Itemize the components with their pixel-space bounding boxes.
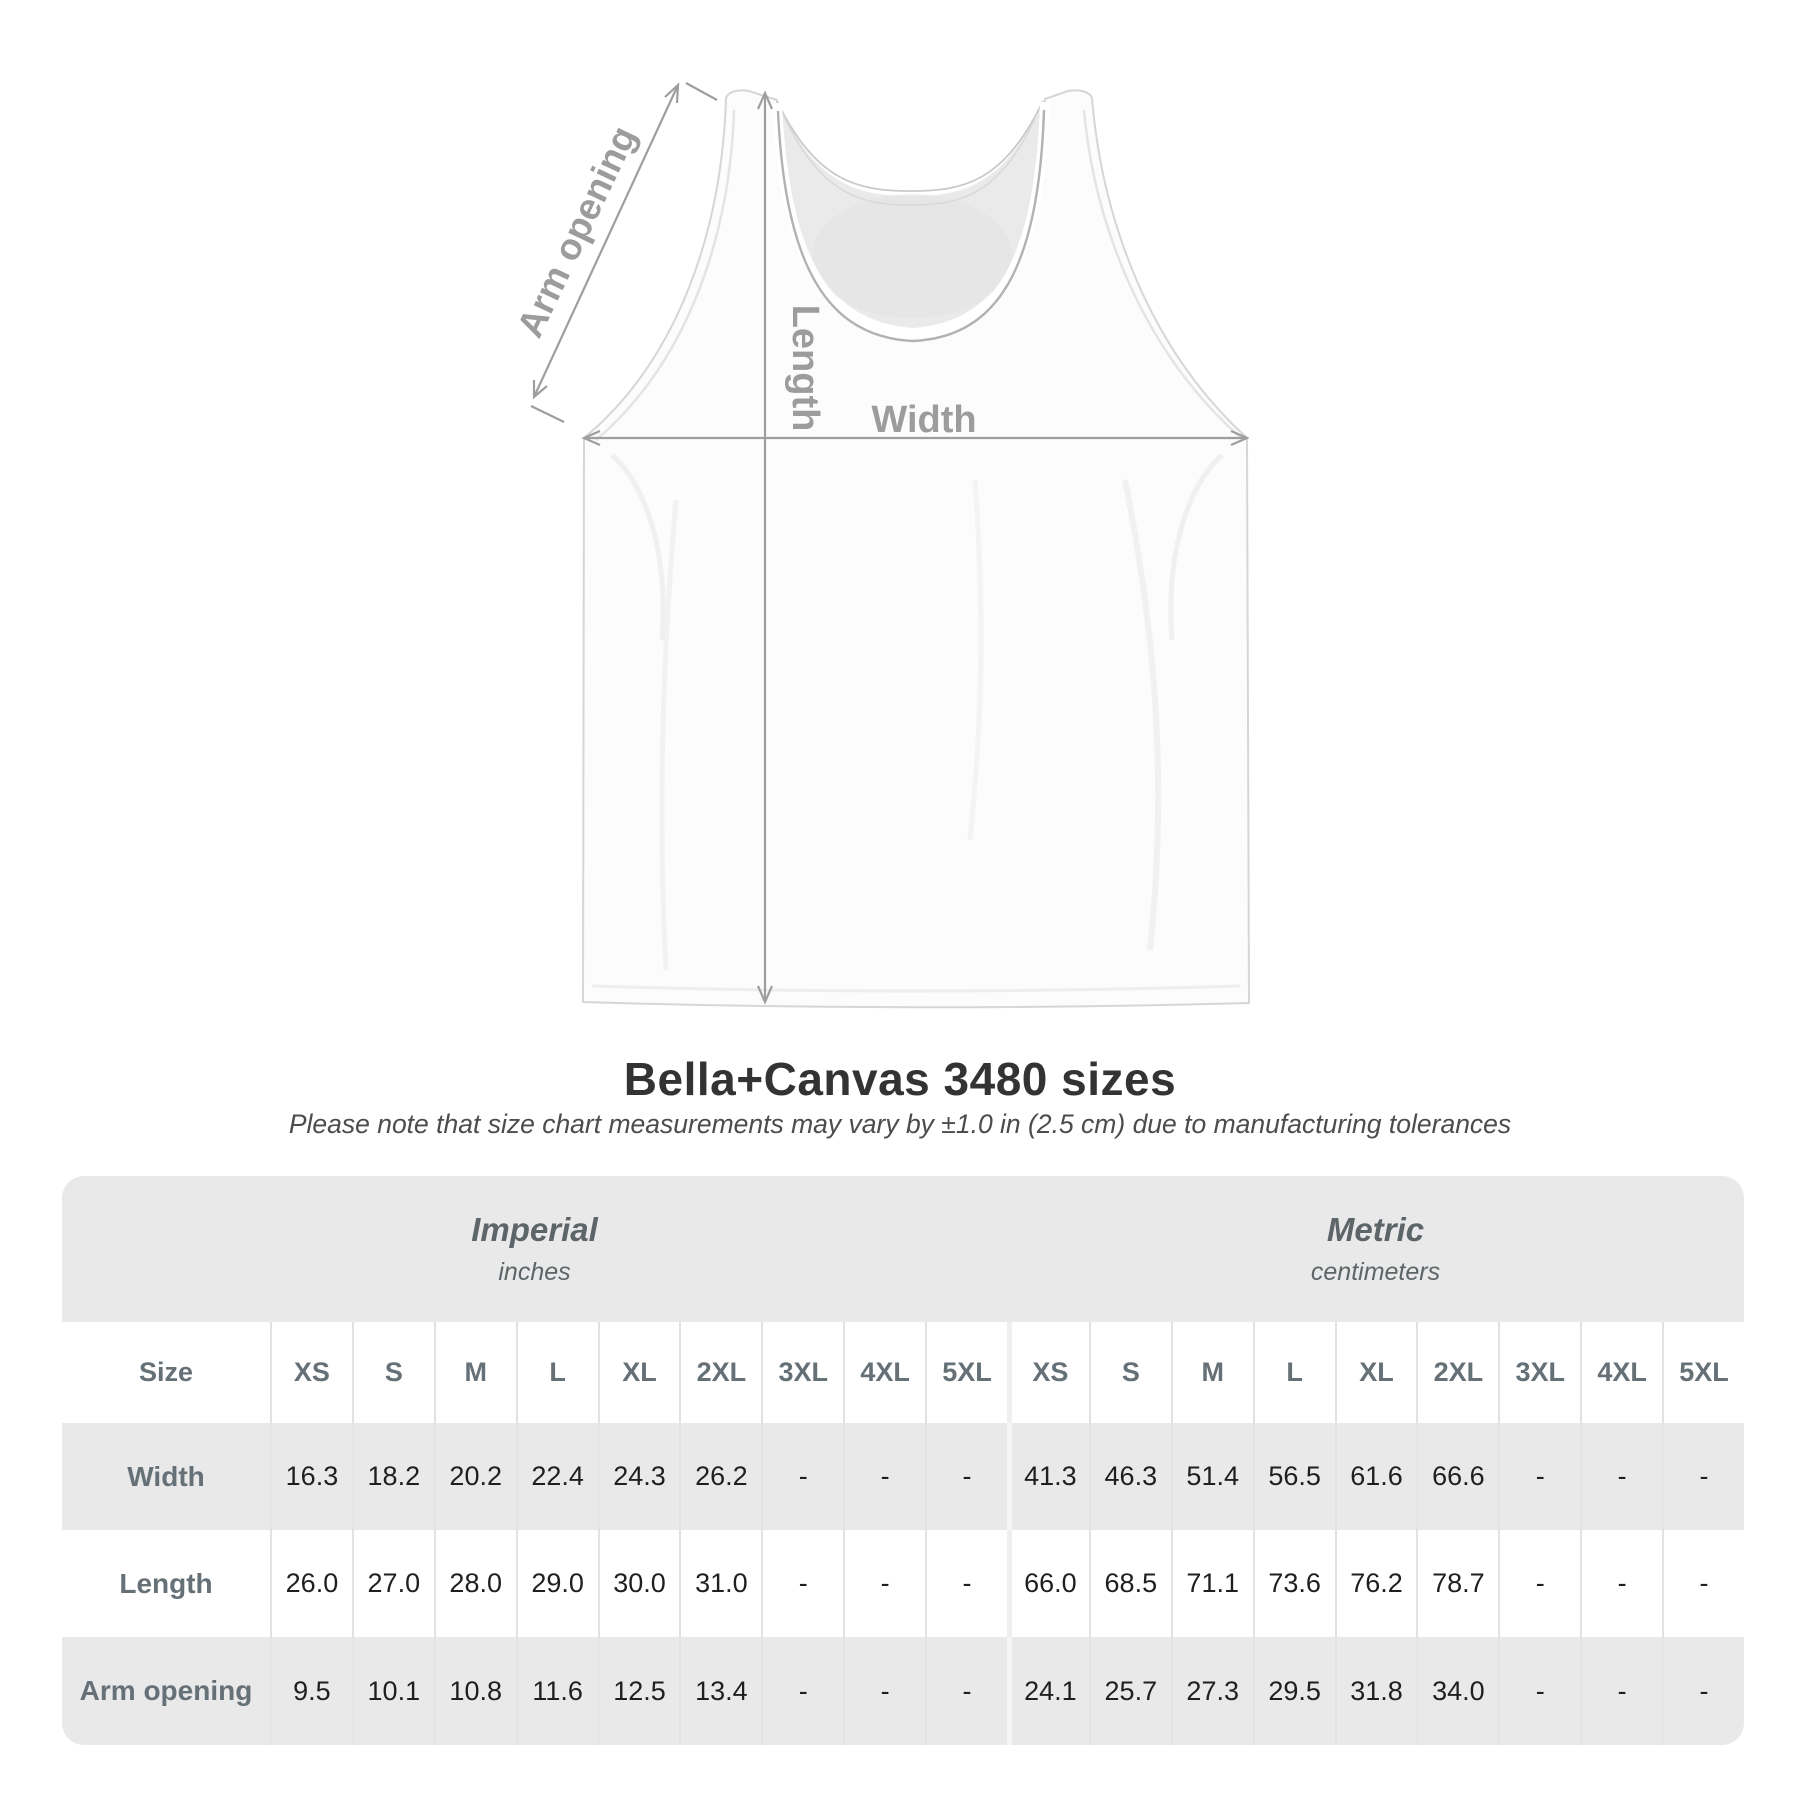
size-column-header: L: [516, 1322, 598, 1423]
table-cell: -: [1498, 1423, 1580, 1530]
page-title: Bella+Canvas 3480 sizes: [623, 1053, 1177, 1105]
size-column-header: M: [1171, 1322, 1253, 1423]
table-cell: 29.0: [516, 1530, 598, 1637]
inner-panel-shading: [812, 194, 1012, 318]
row-label: Arm opening: [79, 1675, 253, 1706]
table-header-row: [62, 1322, 1744, 1423]
imperial-section-header: [62, 1176, 1007, 1322]
table-cell: 13.4: [679, 1637, 761, 1745]
table-cell: -: [1662, 1637, 1744, 1745]
table-cell: 46.3: [1089, 1423, 1171, 1530]
table-row-arm-opening: [62, 1637, 1744, 1745]
table-cell: 71.1: [1171, 1530, 1253, 1637]
table-cell: -: [843, 1637, 925, 1745]
size-column-header: XL: [598, 1322, 680, 1423]
metric-units: centimeters: [1310, 1258, 1441, 1286]
table-cell: 56.5: [1253, 1423, 1335, 1530]
table-cell: 34.0: [1416, 1637, 1498, 1745]
table-row-length: [62, 1530, 1744, 1637]
size-column-header: 4XL: [1580, 1322, 1662, 1423]
table-cell: 24.1: [1007, 1637, 1089, 1745]
table-cell: -: [761, 1530, 843, 1637]
table-cell: 11.6: [516, 1637, 598, 1745]
table-cell: -: [1662, 1530, 1744, 1637]
imperial-label: Imperial: [471, 1211, 598, 1248]
size-column-header: XS: [270, 1322, 352, 1423]
table-cell: 31.0: [679, 1530, 761, 1637]
table-cell: -: [1580, 1637, 1662, 1745]
row-label: Length: [119, 1567, 213, 1599]
table-cell: 29.5: [1253, 1637, 1335, 1745]
table-cell: 68.5: [1089, 1530, 1171, 1637]
table-cell: 25.7: [1089, 1637, 1171, 1745]
table-cell: 66.6: [1416, 1423, 1498, 1530]
size-column-header: 5XL: [925, 1322, 1007, 1423]
size-column-header: 3XL: [1498, 1322, 1580, 1423]
arm-opening-label: Arm opening: [509, 119, 645, 344]
table-cell: -: [1498, 1637, 1580, 1745]
table-cell: 41.3: [1007, 1423, 1089, 1530]
length-label: Length: [784, 304, 826, 432]
table-cell: 51.4: [1171, 1423, 1253, 1530]
dimension-tick: [686, 83, 717, 100]
table-cell: 73.6: [1253, 1530, 1335, 1637]
imperial-units: inches: [498, 1258, 571, 1286]
size-column-header: XL: [1335, 1322, 1417, 1423]
table-cell: 10.8: [434, 1637, 516, 1745]
table-cell: 22.4: [516, 1423, 598, 1530]
table-cell: 18.2: [352, 1423, 434, 1530]
table-cell: -: [925, 1530, 1007, 1637]
table-cell: 10.1: [352, 1637, 434, 1745]
table-cell: -: [843, 1530, 925, 1637]
size-column-header: 3XL: [761, 1322, 843, 1423]
size-column-header: XS: [1007, 1322, 1089, 1423]
table-cell: 28.0: [434, 1530, 516, 1637]
tolerance-note: Please note that size chart measurements may vary by ±1.0 in (2.5 cm) due to manufacturing tolerances: [288, 1109, 1512, 1139]
table-cell: -: [1662, 1423, 1744, 1530]
metric-section-header: [1007, 1176, 1744, 1322]
column-header-size: Size: [138, 1357, 194, 1387]
table-cell: 20.2: [434, 1423, 516, 1530]
width-label: Width: [871, 399, 977, 441]
table-cell: 12.5: [598, 1637, 680, 1745]
size-column-header: 4XL: [843, 1322, 925, 1423]
size-column-header: S: [352, 1322, 434, 1423]
metric-label: Metric: [1326, 1211, 1425, 1248]
table-cell: -: [843, 1423, 925, 1530]
table-cell: 24.3: [598, 1423, 680, 1530]
table-cell: 61.6: [1335, 1423, 1417, 1530]
size-column-header: 2XL: [1416, 1322, 1498, 1423]
table-cell: 31.8: [1335, 1637, 1417, 1745]
size-column-header: L: [1253, 1322, 1335, 1423]
table-cell: -: [925, 1637, 1007, 1745]
table-cell: 9.5: [270, 1637, 352, 1745]
table-cell: -: [1498, 1530, 1580, 1637]
row-label: Width: [127, 1460, 205, 1492]
table-cell: 27.0: [352, 1530, 434, 1637]
table-cell: 26.2: [679, 1423, 761, 1530]
table-cell: 16.3: [270, 1423, 352, 1530]
dimension-tick: [531, 406, 564, 422]
size-column-header: 2XL: [679, 1322, 761, 1423]
table-cell: 78.7: [1416, 1530, 1498, 1637]
size-column-header: 5XL: [1662, 1322, 1744, 1423]
size-column-header: M: [434, 1322, 516, 1423]
table-cell: 76.2: [1335, 1530, 1417, 1637]
table-cell: 66.0: [1007, 1530, 1089, 1637]
size-column-header: S: [1089, 1322, 1171, 1423]
table-cell: -: [761, 1423, 843, 1530]
table-cell: 26.0: [270, 1530, 352, 1637]
size-table: [62, 1176, 1744, 1745]
table-row-width: [62, 1423, 1744, 1530]
table-cell: -: [761, 1637, 843, 1745]
table-cell: -: [925, 1423, 1007, 1530]
table-cell: -: [1580, 1530, 1662, 1637]
table-cell: -: [1580, 1423, 1662, 1530]
table-cell: 27.3: [1171, 1637, 1253, 1745]
unit-band: [62, 1176, 1744, 1322]
table-cell: 30.0: [598, 1530, 680, 1637]
